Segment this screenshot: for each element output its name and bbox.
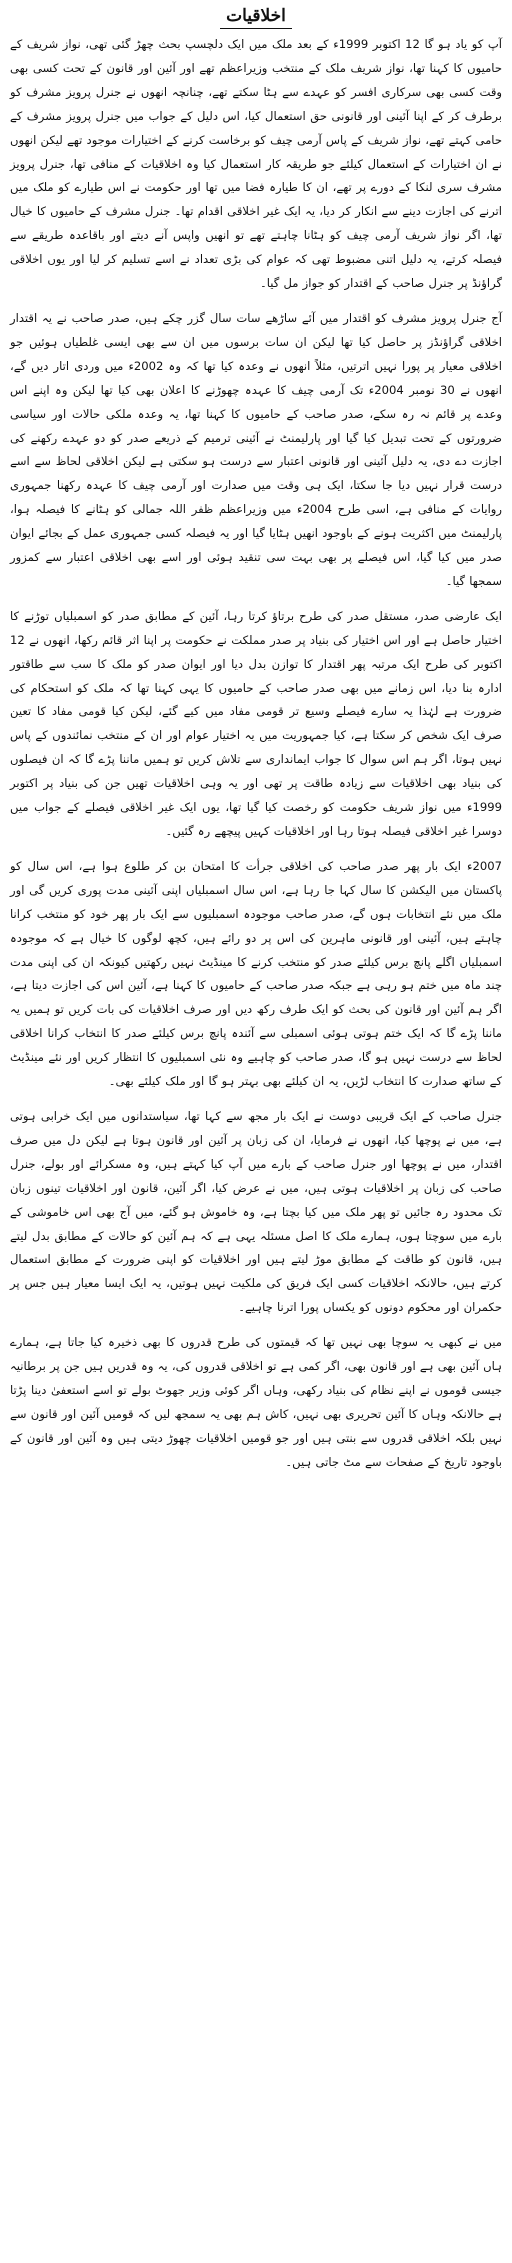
paragraph-2: آج جنرل پرویز مشرف کو اقتدار میں آئے ساڑھے سات سال گزر چکے ہیں، صدر صاحب نے یہ اقتدار اخلاقی گراؤنڈز پر حاصل کیا تھا لیکن ان سات برسوں میں ان سے بھی ایسی غلطیاں ہوئیں جو اخلاقی معیار پر پورا نہیں اترتیں، مثلاً انھوں نے وعدہ کیا تھا کہ وہ 2002ء میں وردی اتار دیں گے، انھوں نے 30 نومبر 2004ء تک آرمی چیف کا عہدہ چھوڑنے کا اعلان بھی کیا تھا لیکن وہ اپنے اس وعدے پر قائم نہ رہ سکے، صدر صاحب کے حامیوں کا کہنا تھا، یہ وعدہ ملکی حالات اور سیاسی ضرورتوں کے تحت تبدیل کیا گیا اور پارلیمنٹ نے آئینی ترمیم کے ذریعے صدر کو دو عہدے رکھنے کی اجازت دے دی، یہ دلیل آئینی اور قانونی اعتبار سے درست ہو سکتی ہے لیکن اخلاقی لحاظ سے اسے درست قرار نہیں دیا جا سکتا، ایک ہی وقت میں صدارت اور آرمی چیف کا عہدہ رکھنا جمہوری روایات کے منافی ہے، اسی طرح 2004ء میں وزیراعظم ظفر اللہ جمالی کو ہٹانے کا فیصلہ ہوا، پارلیمنٹ میں اکثریت ہونے کے باوجود انھیں ہٹایا گیا اور یہ فیصلہ کسی جمہوری عمل کے بجائے ایوان صدر میں کیا گیا، اس فیصلے پر بھی بہت سی تنقید ہوئی اور اسے بھی اخلاقی اعتبار سے کمزور سمجھا گیا۔: [10, 310, 503, 588]
article-title: اخلاقیات: [220, 6, 292, 29]
title-wrap: [10, 6, 502, 29]
paragraph-1: آپ کو یاد ہو گا 12 اکتوبر 1999ء کے بعد ملک میں ایک دلچسپ بحث چھڑ گئی تھی، نواز شریف کے حامیوں کا کہنا تھا، نواز شریف ملک کے منتخب وزیراعظم تھے اور آئین اور قانون کے تحت کسی بھی وقت کسی بھی سرکاری افسر کو عہدے سے ہٹا سکتے تھے، چنانچہ انھوں نے جنرل پرویز مشرف کو برطرف کر کے اپنا آئینی اور قانونی حق استعمال کیا، اس دلیل کے جواب میں جنرل پرویز مشرف کے حامی کہتے تھے، نواز شریف کے پاس آرمی چیف کو برخاست کرنے کے اختیارات موجود تھے لیکن انھوں نے ان اختیارات کے استعمال کیلئے جو طریقہ کار استعمال کیا وہ اخلاقیات کے منافی تھا، جنرل پرویز مشرف سری لنکا کے دورے پر تھے، ان کا طیارہ فضا میں تھا اور حکومت نے اس طیارے کو ملک میں اترنے کی اجازت دینے سے انکار کر دیا، یہ ایک غیر اخلاقی اقدام تھا۔ جنرل مشرف کے حامیوں کا خیال تھا، اگر نواز شریف آرمی چیف کو ہٹانا چاہتے تھے تو انھیں واپس آنے دیتے اور باقاعدہ طریقے سے فیصلہ کرتے، یہ دلیل اتنی مضبوط تھی کہ عوام کی بڑی تعداد نے اسے تسلیم کر لیا اور یوں اخلاقی گراؤنڈ پر جنرل صاحب کے اقتدار کو جواز مل گیا۔: [10, 37, 502, 291]
paragraph-6: میں نے کبھی یہ سوچا بھی نہیں تھا کہ قیمتوں کی طرح قدروں کا بھی ذخیرہ کیا جاتا ہے، ہمارے ہاں آئین بھی ہے اور قانون بھی، اگر کمی ہے تو اخلاقی قدروں کی، یہ وہ قدریں ہیں جن پر برطانیہ جیسی قوموں نے اپنے نظام کی بنیاد رکھی، وہاں اگر کوئی وزیر جھوٹ بولے تو اسے استعفیٰ دینا پڑتا ہے حالانکہ وہاں کا آئین تحریری بھی نہیں، کاش ہم بھی یہ سمجھ لیں کہ قومیں آئین اور قانون سے نہیں بلکہ اخلاقی قدروں سے بنتی ہیں اور جو قومیں اخلاقیات چھوڑ دیتی ہیں وہ آئین اور قانون کے باوجود تاریخ کے صفحات سے مٹ جاتی ہیں۔: [10, 1335, 502, 1469]
article-body: [10, 33, 502, 1475]
paragraph-3: ایک عارضی صدر، مستقل صدر کی طرح برتاؤ کرتا رہا، آئین کے مطابق صدر کو اسمبلیاں توڑنے کا اختیار حاصل ہے اور اس اختیار کی بنیاد پر صدر مملکت نے حکومت پر اپنا اثر قائم رکھا، انھوں نے 12 اکتوبر کی طرح ایک مرتبہ پھر اقتدار کا توازن بدل دیا اور ایوان صدر کو ملک کا سب سے طاقتور ادارہ بنا دیا، اس زمانے میں بھی صدر صاحب کے حامیوں کا یہی کہنا تھا کہ ملک کو استحکام کی ضرورت ہے لہٰذا یہ سارے فیصلے وسیع تر قومی مفاد میں کیے گئے، لیکن کیا قومی مفاد کا تعین صرف ایک شخص کر سکتا ہے، کیا جمہوریت میں یہ اختیار عوام اور ان کے منتخب نمائندوں کے پاس نہیں ہوتا، اگر ہم اس سوال کا جواب ایمانداری سے تلاش کریں تو ہمیں ماننا پڑے گا کہ ان فیصلوں کی بنیاد بھی اخلاقیات سے زیادہ طاقت پر تھی اور یہ وہی اخلاقیات تھیں جن کی بنیاد پر اکتوبر 1999ء میں نواز شریف حکومت کو رخصت کیا گیا تھا، یوں ایک غیر اخلاقی فیصلے کے جواب میں دوسرا غیر اخلاقی فیصلہ ہوتا رہا اور اخلاقیات کہیں پیچھے رہ گئیں۔: [10, 608, 502, 838]
paragraph-4: 2007ء ایک بار پھر صدر صاحب کی اخلاقی جرأت کا امتحان بن کر طلوع ہوا ہے، اس سال کو پاکستان میں الیکشن کا سال کہا جا رہا ہے، اس سال اسمبلیاں اپنی آئینی مدت پوری کریں گی اور ملک میں نئے انتخابات ہوں گے، صدر صاحب موجودہ اسمبلیوں سے ایک بار پھر خود کو منتخب کرانا چاہتے ہیں، آئینی اور قانونی ماہرین کی اس پر دو رائے ہیں، کچھ لوگوں کا خیال ہے کہ موجودہ اسمبلیاں اگلے پانچ برس کیلئے صدر کو منتخب کرنے کا مینڈیٹ نہیں رکھتیں کیونکہ ان کی اپنی مدت چند ماہ میں ختم ہو رہی ہے جبکہ صدر صاحب کے حامیوں کا کہنا ہے، آئین اس کی اجازت دیتا ہے، اگر ہم آئین اور قانون کی بحث کو ایک طرف رکھ دیں اور صرف اخلاقیات کی بات کریں تو ہمیں یہ ماننا پڑے گا کہ ایک ختم ہوتی ہوئی اسمبلی سے آئندہ پانچ برس کیلئے صدر کا انتخاب کرانا اخلاقی لحاظ سے درست نہیں ہو گا، صدر صاحب کو چاہیے وہ نئی اسمبلیوں کا انتظار کریں اور نئے مینڈیٹ کے ساتھ صدارت کا انتخاب لڑیں، یہ ان کیلئے بھی بہتر ہو گا اور ملک کیلئے بھی۔: [10, 858, 502, 1089]
paragraph-5: جنرل صاحب کے ایک قریبی دوست نے ایک بار مجھ سے کہا تھا، سیاستدانوں میں ایک خرابی ہوتی ہے، میں نے پوچھا کیا، انھوں نے فرمایا، ان کی زبان پر آئین اور قانون ہوتا ہے لیکن دل میں صرف اقتدار، میں نے پوچھا اور جنرل صاحب کے بارے میں آپ کیا کہتے ہیں، وہ مسکرائے اور بولے، جنرل صاحب کی زبان پر اخلاقیات ہوتی ہیں، میں نے عرض کیا، اگر آئین، قانون اور اخلاقیات تینوں زبان تک محدود رہ جائیں تو پھر ملک میں کیا بچتا ہے، وہ خاموش ہو گئے، میں آج بھی اس خاموشی کے بارے میں سوچتا ہوں، ہمارے ملک کا اصل مسئلہ یہی ہے کہ ہم آئین کو حالات کے مطابق بدل لیتے ہیں، قانون کو طاقت کے مطابق موڑ لیتے ہیں اور اخلاقیات کو اپنی ضرورت کے مطابق استعمال کرتے ہیں، حالانکہ اخلاقیات کسی ایک فریق کی ملکیت نہیں ہوتیں، یہ ایک ایسا معیار ہیں جس پر حکمران اور محکوم دونوں کو یکساں پورا اترنا چاہیے۔: [10, 1108, 502, 1315]
